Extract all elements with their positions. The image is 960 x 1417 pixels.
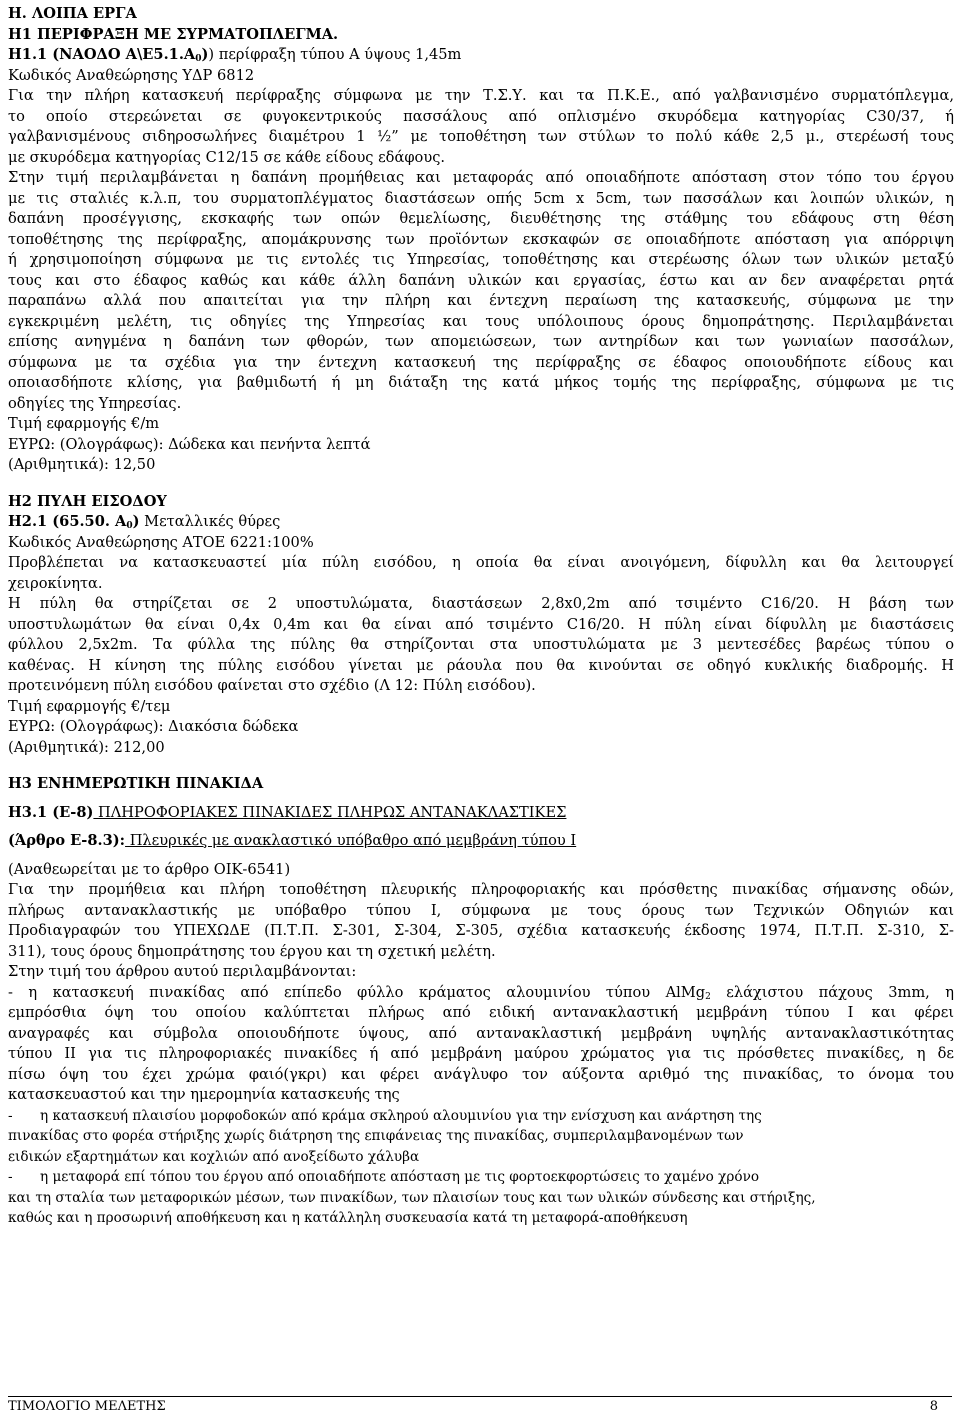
item-title: ) περίφραξη τύπου Α ύψους 1,45m [208, 46, 462, 63]
article-heading [8, 831, 954, 852]
text-line: 311), τους όρους δημοπράτησης του έργου και τη σχετική μελέτη. [8, 942, 496, 960]
item-code-subscript: 0 [126, 521, 133, 531]
article-title: Πλευρικές με ανακλαστικό υπόβαθρο από μεμβράνη τύπου Ι [125, 832, 577, 849]
text-line: αναγραφές και σύμβολα οποιουδήποτε ύψους, από αντανακλαστική μεμβράνη υψηλής αντανακλαστικότητας [8, 1024, 954, 1042]
bullet-first-line [8, 983, 954, 1004]
article-code: (Άρθρο Ε-8.3): [8, 832, 126, 849]
text-line: παραπάνω αλλά που απαιτείται για την πλήρη και έντεχνη περαίωση της κατασκευής, σύμφωνα με την [8, 292, 954, 309]
revision-code: Κωδικός Αναθεώρησης ΥΔΡ 6812 [8, 66, 255, 84]
text-line: Προδιαγραφών του ΥΠΕΧΩΔΕ (Π.Τ.Π. Σ-301, Σ-304, Σ-305, σχέδια κατασκευής έκδοσης 1974, Π.Τ.Π. Σ-310, Σ- [8, 922, 954, 939]
text-line: πινακίδας στο φορέα στήριξης χωρίς διάτρηση της επιφάνειας της πινακίδας, συμπεριλαμβανομένων των [8, 1128, 744, 1144]
price-numeric: (Αριθμητικά): 212,00 [8, 738, 165, 756]
text-line: και τη σταλία των μεταφορικών μέσων, των πινακίδων, των πλαισίων τους και των υλικών σύνδεσης και στήριξης, [8, 1189, 816, 1206]
text-line: οποιασδήποτε κλίσης, για βαθμιδωτή ή μη διάταξη της κατά μήκος τομής της περίφραξης, σύμφωνα με τις [8, 374, 954, 391]
item-code: Η3.1 (Ε-8) [8, 803, 94, 821]
text-line: τοποθέτησης της περίφραξης, απομάκρυνσης των προϊόντων εκσκαφών σε οποιαδήποτε απόσταση για απόρριψη [8, 230, 954, 248]
item-title: ΠΛΗΡΟΦΟΡΙΑΚΕΣ ΠΙΝΑΚΙΔΕΣ ΠΛΗΡΩΣ ΑΝΤΑΝΑΚΛΑΣΤΙΚΕΣ [93, 803, 567, 821]
bullet-first-line [8, 1167, 954, 1188]
text-line: Για την προμήθεια και πλήρη τοποθέτηση πλευρικής πληροφοριακής και πρόσθετης πινακίδας σήμανσης οδών, [8, 881, 954, 898]
item-code-close: ) [132, 513, 140, 530]
text-line: ή χρησιμοποίηση σύμφωνα με τις εντολές τις Υπηρεσίας, τοποθέτησης και στερέωσης όλων των υλικών μεταξύ [8, 251, 954, 268]
text-line: Στην τιμή περιλαμβάνεται η δαπάνη προμήθειας και μεταφοράς από οποιαδήποτε απόσταση στον τόπο του έργου [8, 169, 954, 186]
page-number: 8 [929, 1399, 938, 1414]
h1-description [8, 86, 954, 414]
bullet-first-line [8, 1106, 954, 1127]
text-line: Για την πλήρη κατασκευή περίφραξης σύμφωνα με την Τ.Σ.Υ. και τα Π.Κ.Ε., από γαλβανισμένο συρματόπλεγμα, [8, 87, 954, 104]
text-line: φύλλου 2,5x2m. Τα φύλλα της πύλης θα στηρίζονται στα υποστυλώματα με 3 μεντεσέδες βαρέως τύπου ο [8, 636, 954, 653]
text-line: σύμφωνα με τα σχέδια για την έντεχνη κατασκευή της περίφραξης σε έδαφος οποιουδήποτε είδους και [8, 353, 954, 371]
text-line: το οποίο στερεώνεται σε φυγοκεντρικούς πασσάλους από οπλισμένο σκυρόδεμα κατηγορίας C30/37, ή [8, 107, 954, 125]
subscript: 2 [705, 991, 711, 1002]
price-in-words: ΕΥΡΩ: (Ολογράφως): Διακόσια δώδεκα [8, 718, 299, 735]
text-line: χειροκίνητα. [8, 574, 103, 592]
text-line: οδηγίες της Υπηρεσίας. [8, 394, 182, 412]
revision-note: (Αναθεωρείται με το άρθρο ΟΙΚ-6541) [8, 860, 291, 878]
item-code-subscript: 0 [195, 54, 202, 64]
text-line: πίσω όψη του έχει χρώμα φαιό(γκρι) και φέρει ανάγλυφο τον αύξοντα αριθμό της πινακίδας, το όνομα του [8, 1065, 954, 1083]
text-line: κατασκευαστού και την ημερομηνία κατασκευής της [8, 1086, 400, 1103]
item-title: Μεταλλικές θύρες [139, 513, 281, 530]
unit-price: Τιμή εφαρμογής €/τεμ [8, 697, 171, 715]
bullet-dash: - [8, 1107, 13, 1124]
price-in-words: ΕΥΡΩ: (Ολογράφως): Δώδεκα και πενήντα λεπτά [8, 435, 371, 453]
document-page [8, 4, 954, 1229]
text-line: υποστυλωμάτων θα είναι 0,4x 0,4m και θα είναι από τσιμέντο C16/20. Η πύλη είναι δίφυλλη με διαστάσεις [8, 615, 954, 633]
h2-description [8, 553, 954, 697]
bullet-text: η μεταφορά επί τόπου του έργου από οποιαδήποτε απόσταση με τις φορτοεκφορτώσεις το χαμένο χρόνο [40, 1169, 760, 1185]
text-line: Στην τιμή του άρθρου αυτού περιλαμβάνονται: [8, 963, 357, 980]
text-line: τύπου ΙΙ για τις πληροφοριακές πινακίδες ή από μεμβράνη μαύρου χρώματος για τις πρόσθετες πινακίδες, η δε [8, 1045, 954, 1062]
bullet-3 [8, 1167, 954, 1229]
bullet-text-end: ελάχιστου πάχους 3mm, η [710, 983, 954, 1001]
text-line: επίσης ανηγμένα η δαπάνη των φθορών, των απομειώσεων, των αντηρίδων και των γωνιαίων πασσάλων, [8, 333, 954, 350]
text-line: προτεινόμενη πύλη εισόδου φαίνεται στο σχέδιο (Λ 12: Πύλη εισόδου). [8, 677, 536, 694]
text-line: ειδικών εξαρτημάτων και κοχλιών από ανοξείδωτο χάλυβα [8, 1148, 420, 1165]
text-line: τους και στο έδαφος καθώς και κάθε άλλη δαπάνη υλικών και εργασίας, έστω και αν δεν αναφέρεται ρητά [8, 271, 954, 289]
bullet-2 [8, 1106, 954, 1168]
unit-price: Τιμή εφαρμογής €/m [8, 415, 160, 432]
footer-title: ΤΙΜΟΛΟΓΙΟ ΜΕΛΕΤΗΣ [8, 1399, 166, 1414]
text-line: εγκεκριμένη μελέτη, τις οδηγίες της Υπηρεσίας και τους υπόλοιπους όρους δημοπράτησης. Περιλαμβάνεται [8, 312, 954, 330]
text-line: Η πύλη θα στηρίζεται σε 2 υποστυλώματα, διαστάσεων 2,8x0,2m από τσιμέντο C16/20. Η βάση των [8, 595, 954, 612]
bullet-1 [8, 983, 954, 1106]
item-h2-1-heading [8, 512, 954, 533]
section-h3-heading: Η3 ΕΝΗΜΕΡΩΤΙΚΗ ΠΙΝΑΚΙΔΑ [8, 775, 264, 792]
bullet-dash: - [8, 1169, 13, 1185]
bullet-text: η κατασκευή πλαισίου μορφοδοκών από κράμα σκληρού αλουμινίου για την ενίσχυση και ανάρτηση της [40, 1107, 762, 1124]
text-line: με τις σταλιές κ.λ.π, του συρματοπλέγματος διαστάσεων οπής 5cm x 5cm, των πασσάλων και λοιπών υλικών, η [8, 189, 954, 207]
page-footer [8, 1396, 952, 1417]
h3-description [8, 880, 954, 983]
price-numeric: (Αριθμητικά): 12,50 [8, 456, 156, 473]
text-line: γαλβανισμένους σιδηροσωλήνες διαμέτρου 1 ½” με τοποθέτηση των στύλων το πολύ κάθε 2,5 μ., στερέωσή τους [8, 128, 954, 145]
item-h1-1-heading [8, 45, 954, 66]
text-line: εμπρόσθια όψη του οποίου καλύπτεται πλήρως από ειδική αντανακλαστική μεμβράνη τύπου Ι και φέρει [8, 1004, 954, 1021]
item-code: Η1.1 (ΝΑΟΔΟ Α\Ε5.1.Α [8, 46, 196, 63]
bullet-text: - η κατασκευή πινακίδας από επίπεδο φύλλο κράματος αλουμινίου τύπου AlMg [8, 983, 706, 1001]
text-line: με σκυρόδεμα κατηγορίας C12/15 σε κάθε είδους εδάφους. [8, 148, 446, 166]
text-line: πλήρως αντανακλαστικής με υπόβαθρο τύπου Ι, σύμφωνα με τους όρους των Τεχνικών Οδηγιών και [8, 901, 954, 919]
text-line: καθώς και η προσωρινή αποθήκευση και η κατάλληλη συσκευασία κατά τη μεταφορά-αποθήκευση [8, 1210, 688, 1226]
item-h3-1-heading [8, 803, 954, 824]
item-code-close: ) [201, 46, 209, 63]
section-h1-heading: Η1 ΠΕΡΙΦΡΑΞΗ ΜΕ ΣΥΡΜΑΤΟΠΛΕΓΜΑ. [8, 25, 339, 43]
text-line: καθένας. Η κίνηση της πύλης εισόδου γίνεται με ράουλα που θα κινούνται σε οδηγό κυκλικής διαδρομής. Η [8, 656, 954, 674]
chapter-heading: Η. ΛΟΙΠΑ ΕΡΓΑ [8, 5, 137, 22]
section-h2-heading: Η2 ΠΥΛΗ ΕΙΣΟΔΟΥ [8, 492, 167, 510]
text-line: δαπάνη προσέγγισης, εκσκαφής των οπών θεμελίωσης, διευθέτησης της στάθμης του εδάφους στη θέση [8, 210, 954, 227]
revision-code: Κωδικός Αναθεώρησης ΑΤΟΕ 6221:100% [8, 533, 314, 551]
item-code: Η2.1 (65.50. Α [8, 513, 127, 530]
text-line: Προβλέπεται να κατασκευαστεί μία πύλη εισόδου, η οποία θα είναι ανοιγόμενη, δίφυλλη και θα λειτουργεί [8, 554, 954, 571]
